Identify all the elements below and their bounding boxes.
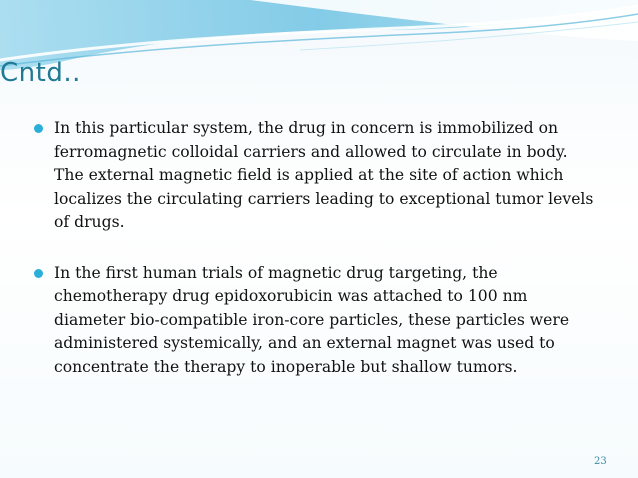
decorative-wave-banner [0,0,638,70]
bullet-dot-icon [34,269,43,278]
bullet-item [32,117,602,235]
slide-title: Cntd.. [0,58,81,88]
bullet-text: In this particular system, the drug in concern is immobilized on ferromagnetic colloidal carriers and allowed to circulate in body. The external magnetic field is applied at the site of action which localizes the circulating carriers leading to exceptional tumor levels of drugs. [54,119,594,231]
bullet-text: In the first human trials of magnetic drug targeting, the chemotherapy drug epidoxorubicin was attached to 100 nm diameter bio-compatible iron-core particles, these particles were administered systemically, and an external magnet was used to concentrate the therapy to inoperable but shallow tumors. [54,263,570,376]
bullet-list [32,117,602,406]
bullet-item [32,262,602,380]
page-number: 23 [594,456,607,467]
bullet-dot-icon [34,124,43,133]
